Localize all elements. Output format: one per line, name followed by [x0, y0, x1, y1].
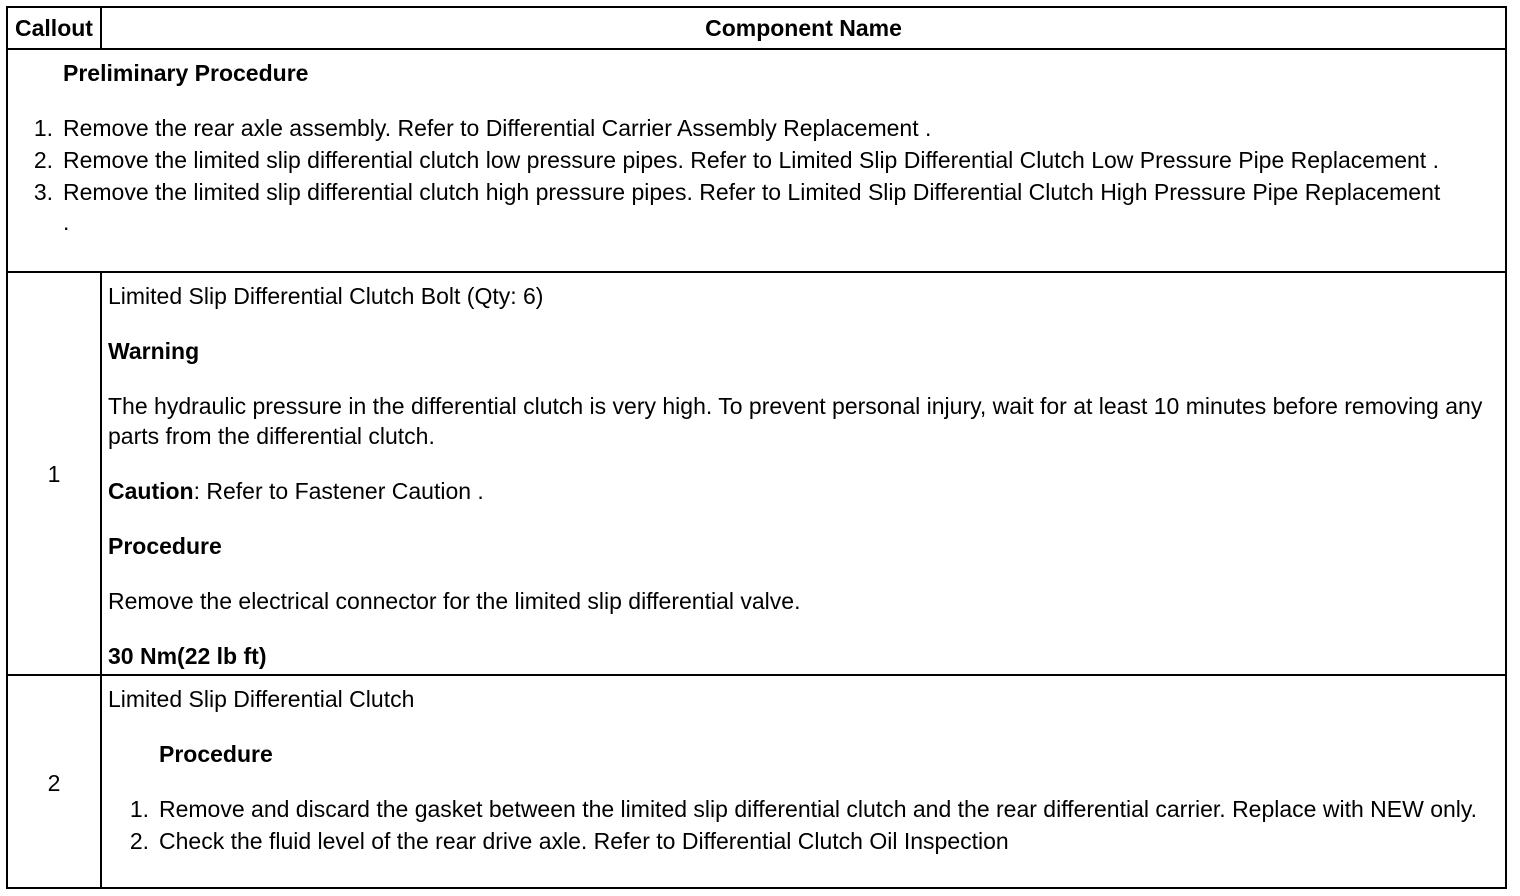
step-number: 2. [129, 828, 149, 854]
list-item [33, 177, 1453, 237]
callout-number: 1 [47, 460, 61, 487]
torque-spec: 30 Nm(22 lb ft) [108, 643, 267, 669]
component-cell [108, 684, 1498, 739]
step-number: 2. [33, 147, 53, 173]
component-name-column-header: Component Name [705, 15, 902, 41]
step-text: Remove the limited slip differential clutch low pressure pipes. Refer to Limited Slip Differential Clutch Low Pressure Pipe Replacement . [63, 147, 1439, 173]
component-name: Limited Slip Differential Clutch [108, 686, 415, 712]
caution-label: Caution [108, 478, 194, 504]
preliminary-procedure-title: Preliminary Procedure [63, 60, 309, 86]
callout-column-header: Callout [8, 8, 102, 48]
caution-line [108, 476, 1498, 506]
list-item [129, 826, 1489, 856]
step-number: 3. [33, 179, 53, 205]
warning-label: Warning [108, 338, 200, 364]
procedure-text: Remove the electrical connector for the limited slip differential valve. [108, 588, 801, 614]
step-number: 1. [33, 115, 53, 141]
procedure-table [6, 6, 1507, 889]
step-text: Check the fluid level of the rear drive axle. Refer to Differential Clutch Oil Inspection [159, 828, 1009, 854]
step-number: 1. [129, 796, 149, 822]
table-row [8, 273, 1505, 676]
list-item [129, 794, 1489, 824]
callout-number: 2 [47, 769, 61, 796]
procedure-steps-list [129, 794, 1489, 858]
list-item [33, 145, 1453, 175]
procedure-label: Procedure [108, 533, 222, 559]
step-text: Remove the rear axle assembly. Refer to Differential Carrier Assembly Replacement . [63, 115, 932, 141]
table-row [8, 676, 1505, 889]
step-text: Remove the limited slip differential clutch high pressure pipes. Refer to Limited Slip Differential Clutch High Pressure Pipe Replacement . [63, 179, 1441, 235]
preliminary-steps-list [33, 113, 1453, 239]
caution-text: : Refer to Fastener Caution . [193, 478, 484, 504]
callout-cell [8, 676, 102, 889]
component-name: Limited Slip Differential Clutch Bolt (Qty: 6) [108, 283, 544, 309]
callout-cell [8, 273, 102, 674]
table-header-row [8, 8, 1505, 50]
step-text: Remove and discard the gasket between the limited slip differential clutch and the rear differential carrier. Replace with NEW only. [159, 796, 1478, 822]
preliminary-procedure-row [8, 50, 1505, 273]
warning-text: The hydraulic pressure in the differential clutch is very high. To prevent personal injury, wait for at least 10 minutes before removing any parts from the differential clutch. [108, 393, 1483, 449]
procedure-label: Procedure [159, 741, 273, 767]
component-cell [108, 281, 1498, 696]
list-item [33, 113, 1453, 143]
